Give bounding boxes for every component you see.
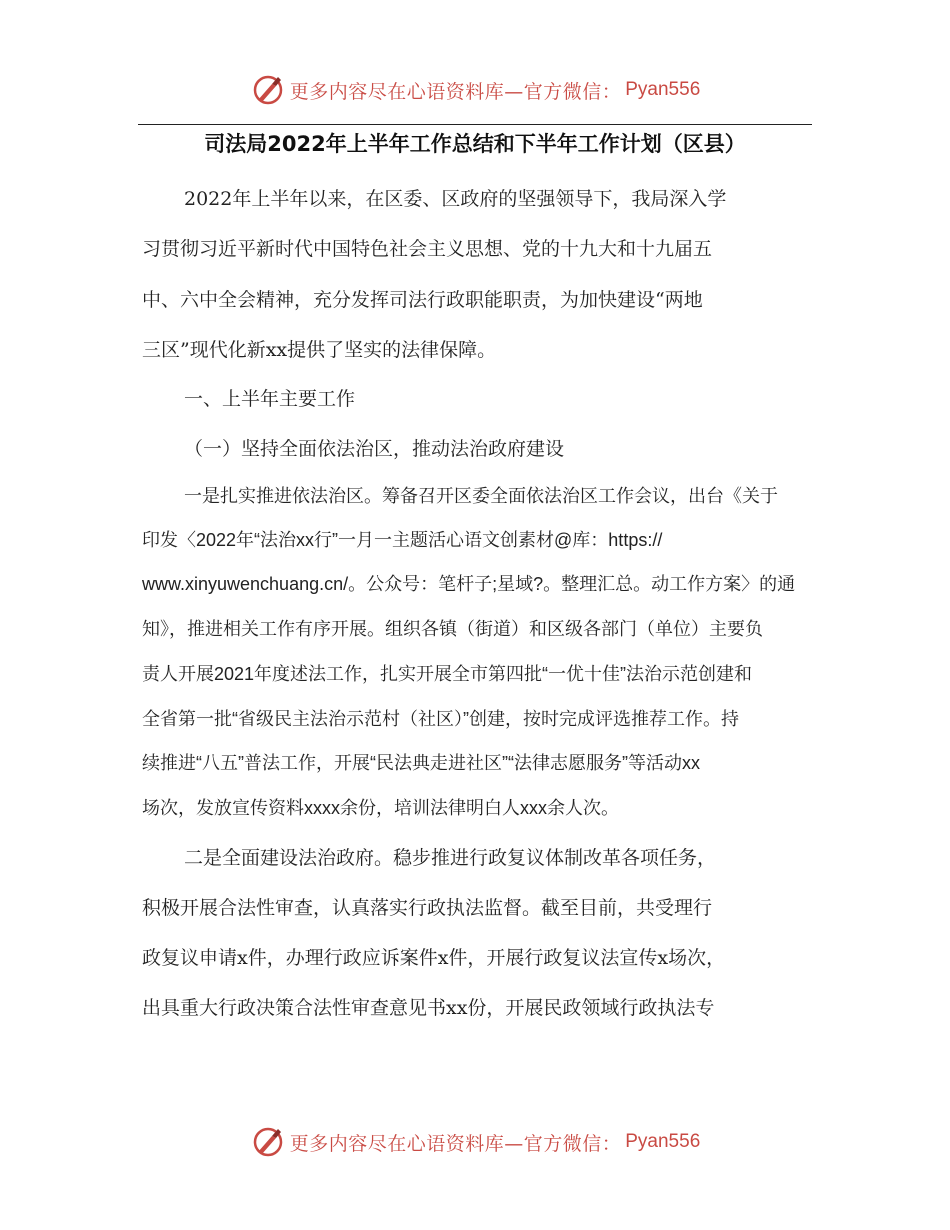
paragraph-line: 场次，发放宣传资料xxxx余份，培训法律明白人xxx余人次。	[142, 798, 619, 818]
paragraph-line: 政复议申请x件，办理行政应诉案件x件，开展行政复议法宣传x场次，	[142, 947, 726, 969]
footer-banner	[0, 1122, 950, 1162]
paragraph-line: 印发〈2022年“法治xx行”一月一主题活心语文创素材@库：https://	[142, 530, 663, 550]
paragraph-line: 知》，推进相关工作有序开展。组织各镇（街道）和区级各部门（单位）主要负	[142, 619, 763, 639]
paragraph-line: 二是全面建设法治政府。稳步推进行政复议体制改革各项任务，	[184, 847, 717, 869]
footer-banner-text: 更多内容尽在心语资料库—官方微信：	[289, 1132, 622, 1155]
section-heading: 一、上半年主要工作	[184, 388, 356, 410]
paragraph-line: www.xinyuwenchuang.cn/。公众号：笔杆子;星域?。整理汇总。动工作方案〉的通	[142, 574, 796, 594]
paragraph-line: 全省第一批“省级民主法治示范村（社区）”创建，按时完成评选推荐工作。持	[142, 709, 739, 729]
paragraph-line: 责人开展2021年度述法工作，扎实开展全市第四批“一优十佳”法治示范创建和	[142, 664, 753, 684]
paragraph-line: 积极开展合法性审查，认真落实行政执法监督。截至目前，共受理行	[142, 897, 713, 919]
paragraph-line: 中、六中全会精神，充分发挥司法行政职能职责，为加快建设“两地	[142, 289, 703, 311]
subsection-heading: （一）坚持全面依法治区，推动法治政府建设	[184, 438, 565, 460]
paragraph-line: 习贯彻习近平新时代中国特色社会主义思想、党的十九大和十九届五	[142, 238, 713, 260]
document-title: 司法局2022年上半年工作总结和下半年工作计划（区县）	[204, 132, 746, 156]
header-banner-contact: Pyan556	[625, 79, 701, 100]
header-banner-text: 更多内容尽在心语资料库—官方微信：	[289, 80, 622, 103]
pen-logo-icon	[250, 1124, 286, 1160]
paragraph-line: 2022年上半年以来，在区委、区政府的坚强领导下，我局深入学	[184, 188, 727, 210]
header-banner	[0, 70, 950, 110]
pen-logo-icon	[250, 72, 286, 108]
paragraph-line: 一是扎实推进依法治区。筹备召开区委全面依法治区工作会议，出台《关于	[184, 486, 778, 506]
title-divider	[138, 124, 812, 125]
paragraph-line: 出具重大行政决策合法性审查意见书xx份，开展民政领域行政执法专	[142, 997, 715, 1019]
paragraph-line: 三区”现代化新xx提供了坚实的法律保障。	[142, 339, 497, 361]
footer-banner-contact: Pyan556	[625, 1131, 701, 1152]
paragraph-line: 续推进“八五”普法工作，开展“民法典走进社区”“法律志愿服务”等活动xx	[142, 753, 700, 773]
